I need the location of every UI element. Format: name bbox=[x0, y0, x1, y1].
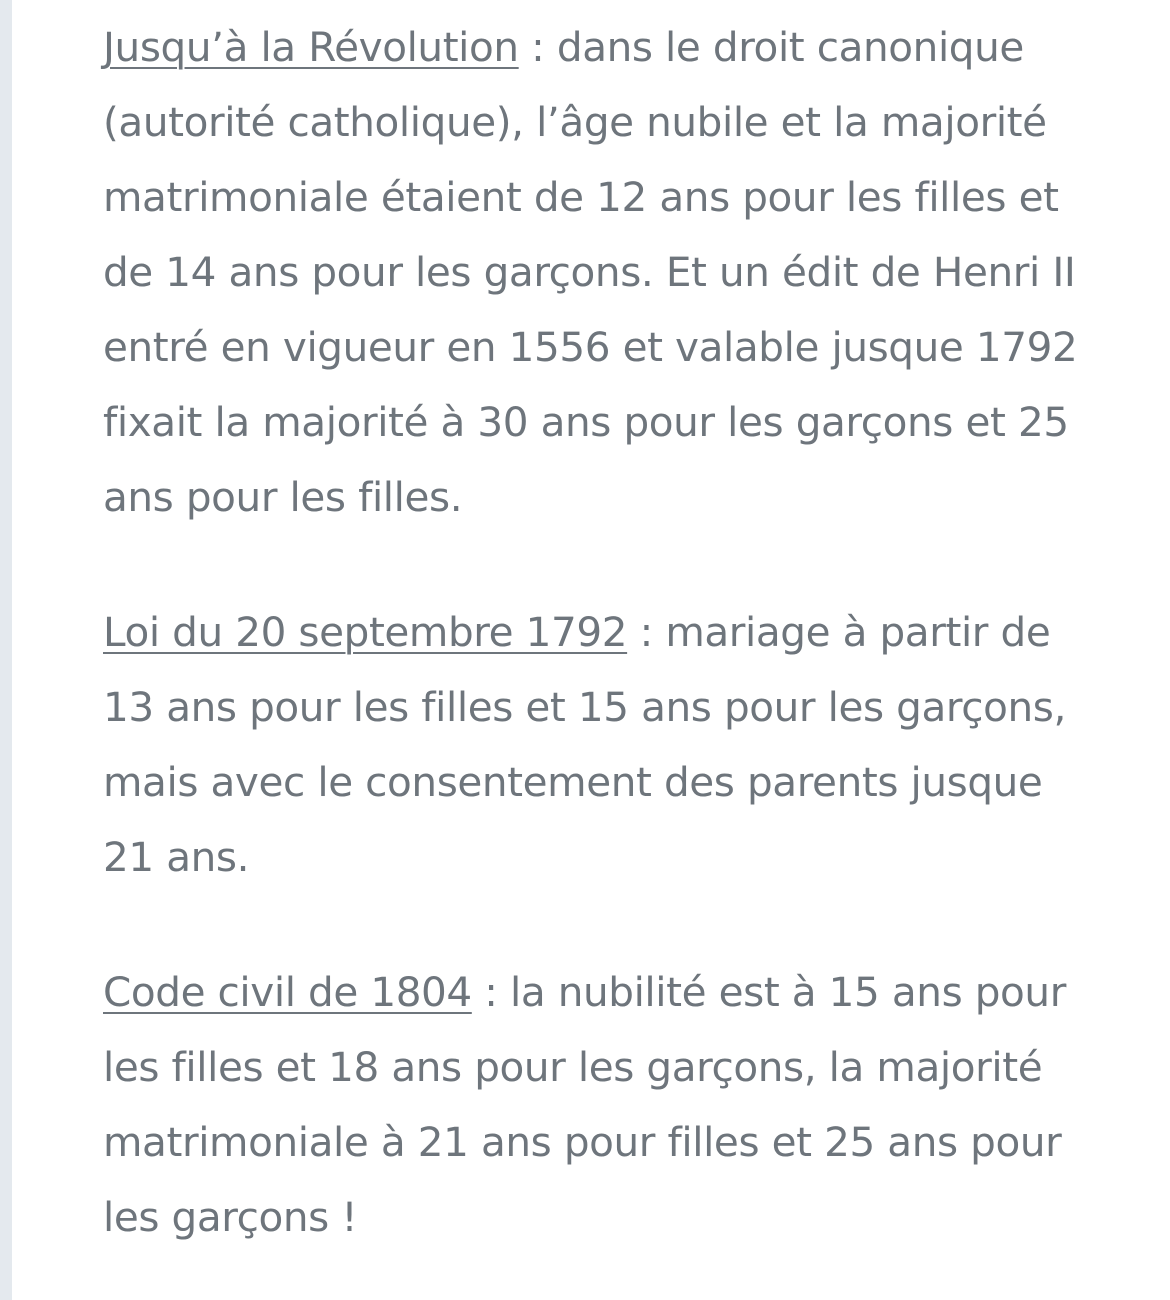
paragraph-code-civil bbox=[103, 955, 1103, 1255]
article-excerpt bbox=[103, 10, 1103, 1255]
paragraph-text-revolution: : dans le droit canonique (autorité catholique), l’âge nubile et la majorité matrimoniale étaient de 12 ans pour les filles et de 14 ans pour les garçons. Et un édit de Henri II entré en vigueur en 1556 et valable jusque 1792 fixait la majorité à 30 ans pour les garçons et 25 ans pour les filles. bbox=[103, 23, 1078, 521]
heading-link-code-civil[interactable]: Code civil de 1804 bbox=[103, 968, 472, 1016]
heading-link-loi-1792[interactable]: Loi du 20 septembre 1792 bbox=[103, 608, 628, 656]
paragraph-loi-1792 bbox=[103, 595, 1103, 895]
paragraph-text-code-civil: : la nubilité est à 15 ans pour les filles et 18 ans pour les garçons, la majorité matrimoniale à 21 ans pour filles et 25 ans pour les garçons ! bbox=[103, 968, 1066, 1241]
paragraph-revolution bbox=[103, 10, 1103, 535]
heading-link-revolution[interactable]: Jusqu’à la Révolution bbox=[103, 23, 519, 71]
paragraph-text-loi-1792: : mariage à partir de 13 ans pour les filles et 15 ans pour les garçons, mais avec le consentement des parents jusque 21 ans. bbox=[103, 608, 1066, 881]
quote-left-border bbox=[0, 0, 12, 1300]
